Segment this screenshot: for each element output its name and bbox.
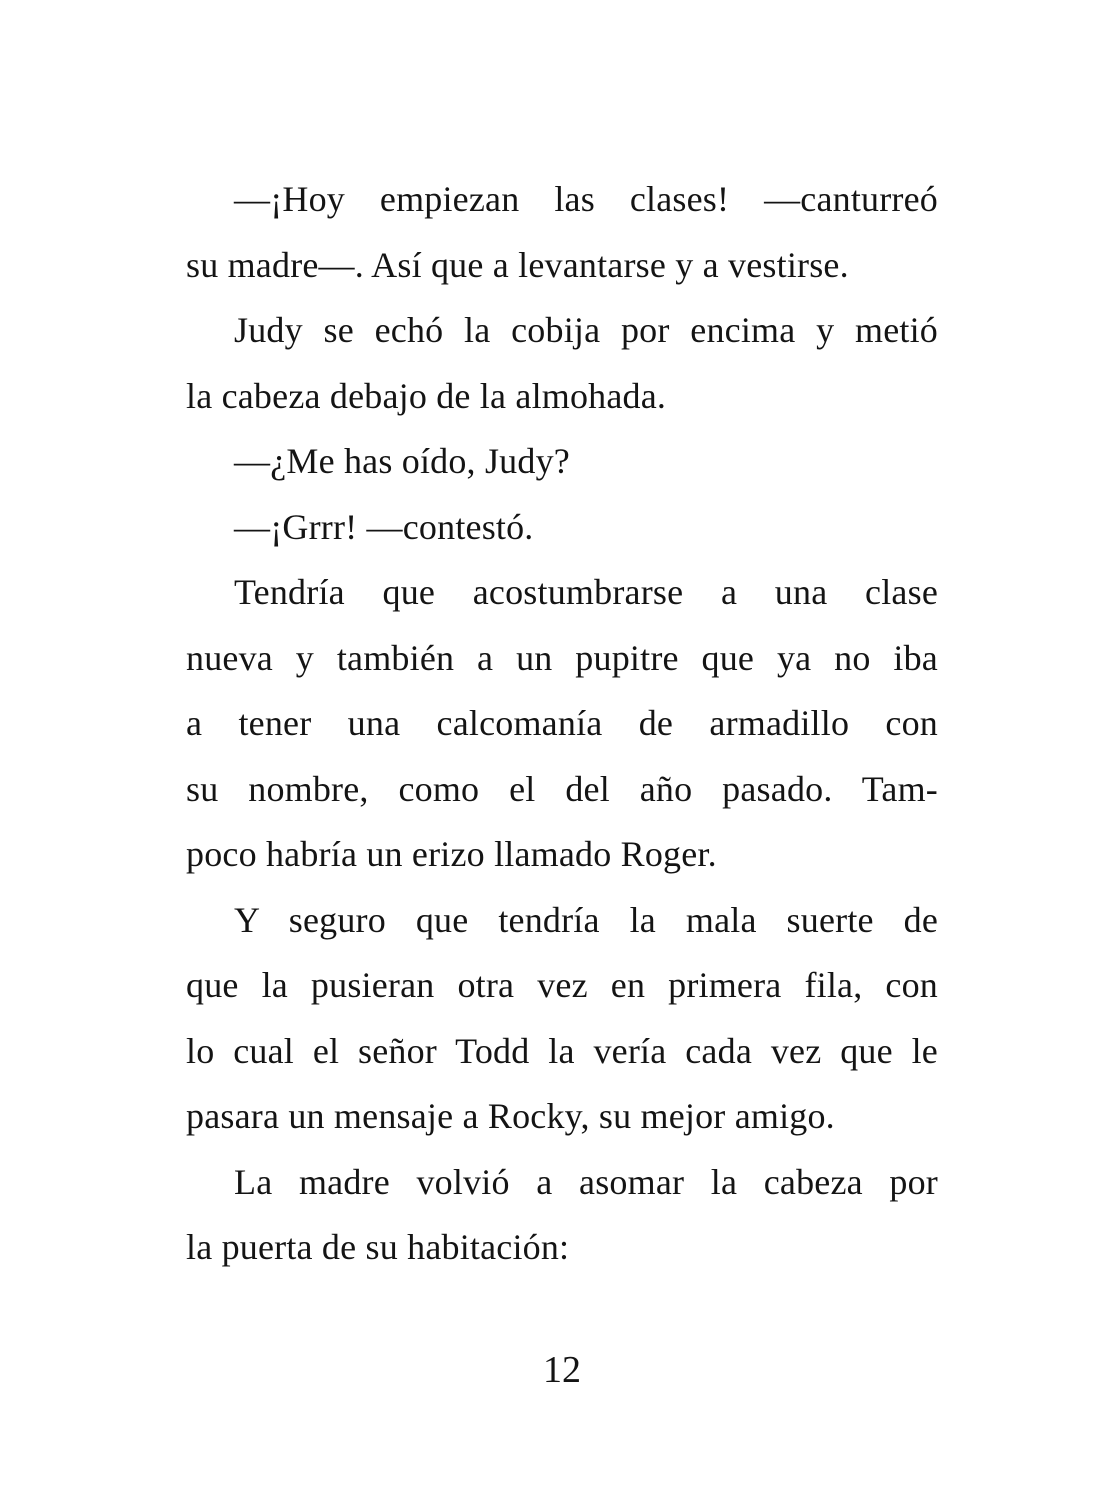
text-line: pasara un mensaje a Rocky, su mejor amigo. [186, 1096, 835, 1136]
text-line: Judy se echó la cobija por encima y metió [234, 310, 938, 350]
paragraph [186, 560, 938, 888]
text-line: que la pusieran otra vez en primera fila, con [186, 965, 938, 1005]
text-line: Y seguro que tendría la mala suerte de [234, 899, 938, 940]
paragraph [186, 298, 938, 429]
text-line: Tendría que acostumbrarse a una clase [234, 572, 938, 612]
text-line: su nombre, como el del año pasado. Tam- [186, 768, 938, 809]
text-line: —¿Me has oído, Judy? [234, 441, 570, 481]
text-line: poco habría un erizo llamado Roger. [186, 834, 717, 874]
page-number: 12 [543, 1349, 581, 1391]
paragraph [186, 495, 938, 561]
paragraph [186, 1150, 938, 1281]
text-line: su madre—. Así que a levantarse y a vestirse. [186, 244, 849, 285]
paragraph [186, 888, 938, 1150]
text-line: a tener una calcomanía de armadillo con [186, 703, 938, 743]
text-line: la cabeza debajo de la almohada. [186, 375, 667, 416]
paragraph [186, 167, 938, 298]
text-line: —¡Grrr! —contestó. [234, 506, 534, 547]
paragraph [186, 429, 938, 495]
text-line: lo cual el señor Todd la vería cada vez que le [186, 1030, 938, 1071]
text-line: La madre volvió a asomar la cabeza por [234, 1161, 938, 1202]
text-line: nueva y también a un pupitre que ya no iba [186, 637, 938, 678]
text-line: la puerta de su habitación: [186, 1227, 570, 1267]
body-text [186, 167, 938, 1281]
text-line: —¡Hoy empiezan las clases! —canturreó [234, 179, 938, 219]
